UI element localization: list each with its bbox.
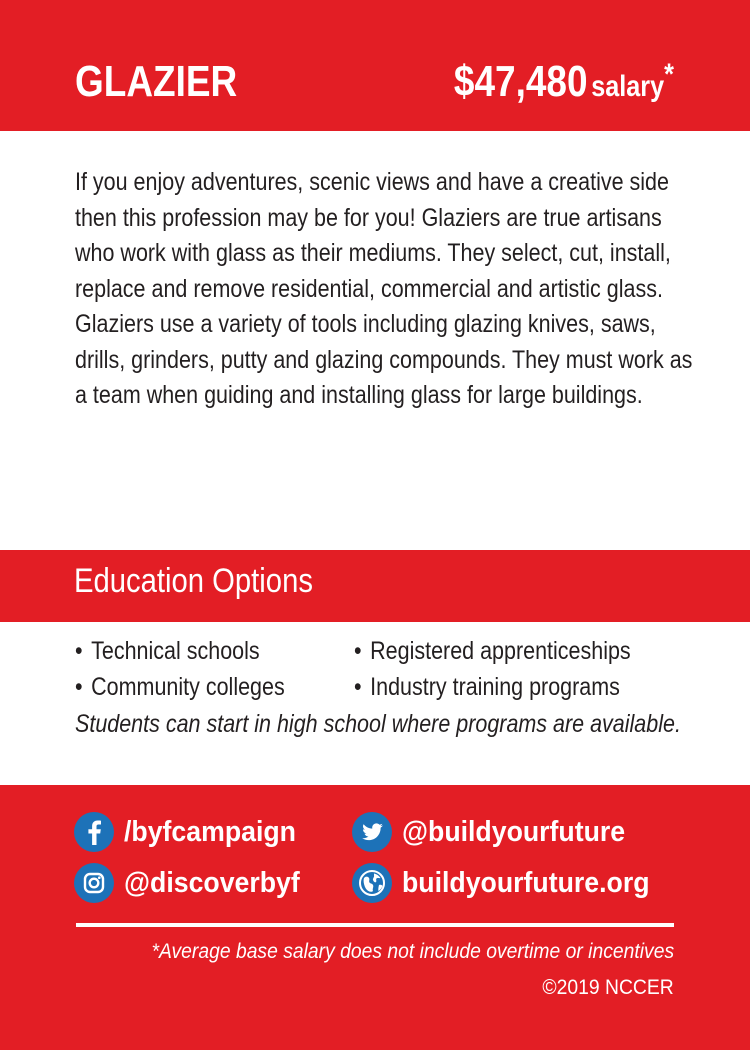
salary-disclaimer: *Average base salary does not include overtime or incentives	[151, 940, 674, 963]
instagram-link[interactable]	[74, 863, 315, 903]
salary	[453, 57, 674, 106]
globe-icon	[352, 863, 392, 903]
education-item: • Community colleges	[75, 670, 285, 706]
education-item: • Registered apprenticeships	[354, 634, 631, 670]
salary-asterisk: *	[664, 58, 674, 91]
twitter-icon	[352, 812, 392, 852]
instagram-icon	[74, 863, 114, 903]
instagram-handle: @discoverbyf	[124, 866, 300, 899]
education-note: Students can start in high school where programs are available.	[75, 710, 681, 738]
twitter-handle: @buildyourfuture	[402, 815, 626, 848]
copyright: ©2019 NCCER	[542, 976, 674, 999]
career-title: GLAZIER	[75, 57, 238, 106]
salary-label: salary	[591, 70, 665, 103]
website-link[interactable]	[352, 863, 671, 903]
facebook-link[interactable]	[74, 812, 311, 852]
education-item: • Technical schools	[75, 634, 285, 670]
education-list-left	[75, 634, 285, 705]
facebook-handle: /byfcampaign	[124, 815, 296, 848]
salary-amount: $47,480	[453, 57, 588, 106]
twitter-link[interactable]	[352, 812, 645, 852]
education-item: • Industry training programs	[354, 670, 631, 706]
website-url: buildyourfuture.org	[402, 866, 650, 899]
education-list-right	[354, 634, 631, 705]
education-title: Education Options	[74, 562, 313, 600]
facebook-icon	[74, 812, 114, 852]
footer-divider	[76, 923, 674, 927]
career-description: If you enjoy adventures, scenic views and have a creative side then this profession may be for you! Glaziers are true artisans who work with glass as their mediums. They select, cut, install, replace and remove residential, commercial and artistic glass. Glaziers use a variety of tools including glazing knives, saws, drills, grinders, putty and glazing compounds. They must work as a team when guiding and installing glass for large buildings.	[75, 168, 693, 409]
